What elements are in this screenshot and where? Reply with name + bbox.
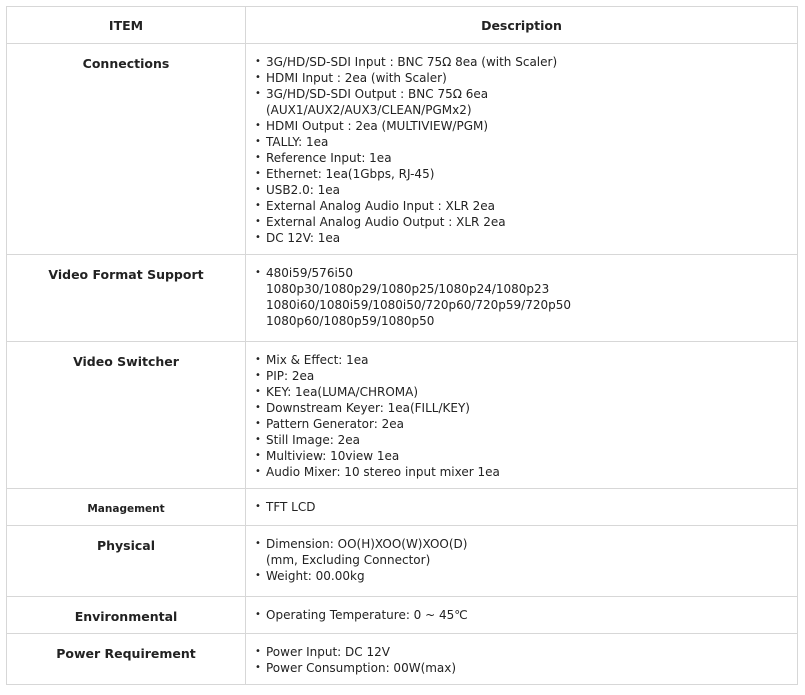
list-item-continuation: (mm, Excluding Connector) — [266, 553, 431, 567]
list-item: • Operating Temperature: 0 ~ 45℃ — [255, 607, 789, 623]
spec-table — [6, 6, 798, 685]
row-description — [246, 634, 798, 685]
row-item-label: Video Switcher — [7, 342, 246, 489]
row-item-label: Video Format Support — [7, 255, 246, 342]
table-row — [7, 489, 798, 526]
list-item: • Downstream Keyer: 1ea(FILL/KEY) — [255, 400, 789, 416]
list-item-continuation: 1080i60/1080i59/1080i50/720p60/720p59/720p50 — [266, 298, 572, 312]
row-description — [246, 342, 798, 489]
list-item: • Pattern Generator: 2ea — [255, 416, 789, 432]
list-item-continuation: 1080p30/1080p29/1080p25/1080p24/1080p23 — [266, 282, 550, 296]
description-list — [255, 607, 789, 623]
list-item: • 480i59/576i50 — [255, 265, 789, 281]
row-item-label: Physical — [7, 526, 246, 597]
table-row — [7, 255, 798, 342]
list-item: • DC 12V: 1ea — [255, 230, 789, 246]
list-item: • PIP: 2ea — [255, 368, 789, 384]
list-item: • External Analog Audio Input : XLR 2ea — [255, 198, 789, 214]
description-list — [255, 352, 789, 480]
list-item: • Mix & Effect: 1ea — [255, 352, 789, 368]
description-list — [255, 536, 789, 584]
header-description: Description — [246, 7, 798, 44]
description-list — [255, 265, 789, 329]
description-list — [255, 499, 789, 515]
list-item: • 3G/HD/SD-SDI Input : BNC 75Ω 8ea (with Scaler) — [255, 54, 789, 70]
row-description — [246, 597, 798, 634]
list-item: • Ethernet: 1ea(1Gbps, RJ-45) — [255, 166, 789, 182]
table-row — [7, 597, 798, 634]
table-row — [7, 634, 798, 685]
list-item: • Reference Input: 1ea — [255, 150, 789, 166]
list-item-continuation: (AUX1/AUX2/AUX3/CLEAN/PGMx2) — [266, 103, 472, 117]
description-list — [255, 644, 789, 676]
list-item: • Power Consumption: 00W(max) — [255, 660, 789, 676]
list-item: • Weight: 00.00kg — [255, 568, 789, 584]
description-list — [255, 54, 789, 246]
list-item: • Multiview: 10view 1ea — [255, 448, 789, 464]
list-item: • 3G/HD/SD-SDI Output : BNC 75Ω 6ea — [255, 86, 789, 102]
table-row — [7, 44, 798, 255]
list-item: • TFT LCD — [255, 499, 789, 515]
list-item: • External Analog Audio Output : XLR 2ea — [255, 214, 789, 230]
list-item: • USB2.0: 1ea — [255, 182, 789, 198]
row-description — [246, 44, 798, 255]
list-item: • Still Image: 2ea — [255, 432, 789, 448]
row-description — [246, 489, 798, 526]
list-item: • Audio Mixer: 10 stereo input mixer 1ea — [255, 464, 789, 480]
row-item-label: Power Requirement — [7, 634, 246, 685]
list-item: • Dimension: OO(H)XOO(W)XOO(D) — [255, 536, 789, 552]
list-item: • TALLY: 1ea — [255, 134, 789, 150]
list-item: • KEY: 1ea(LUMA/CHROMA) — [255, 384, 789, 400]
header-item: ITEM — [7, 7, 246, 44]
table-row — [7, 342, 798, 489]
row-item-label: Connections — [7, 44, 246, 255]
list-item: • HDMI Input : 2ea (with Scaler) — [255, 70, 789, 86]
list-item: • Power Input: DC 12V — [255, 644, 789, 660]
row-item-label: Management — [7, 489, 246, 526]
list-item: • HDMI Output : 2ea (MULTIVIEW/PGM) — [255, 118, 789, 134]
spec-body — [7, 44, 798, 685]
table-row — [7, 526, 798, 597]
list-item-continuation: 1080p60/1080p59/1080p50 — [266, 314, 435, 328]
row-description — [246, 526, 798, 597]
row-item-label: Environmental — [7, 597, 246, 634]
header-row — [7, 7, 798, 44]
row-description — [246, 255, 798, 342]
